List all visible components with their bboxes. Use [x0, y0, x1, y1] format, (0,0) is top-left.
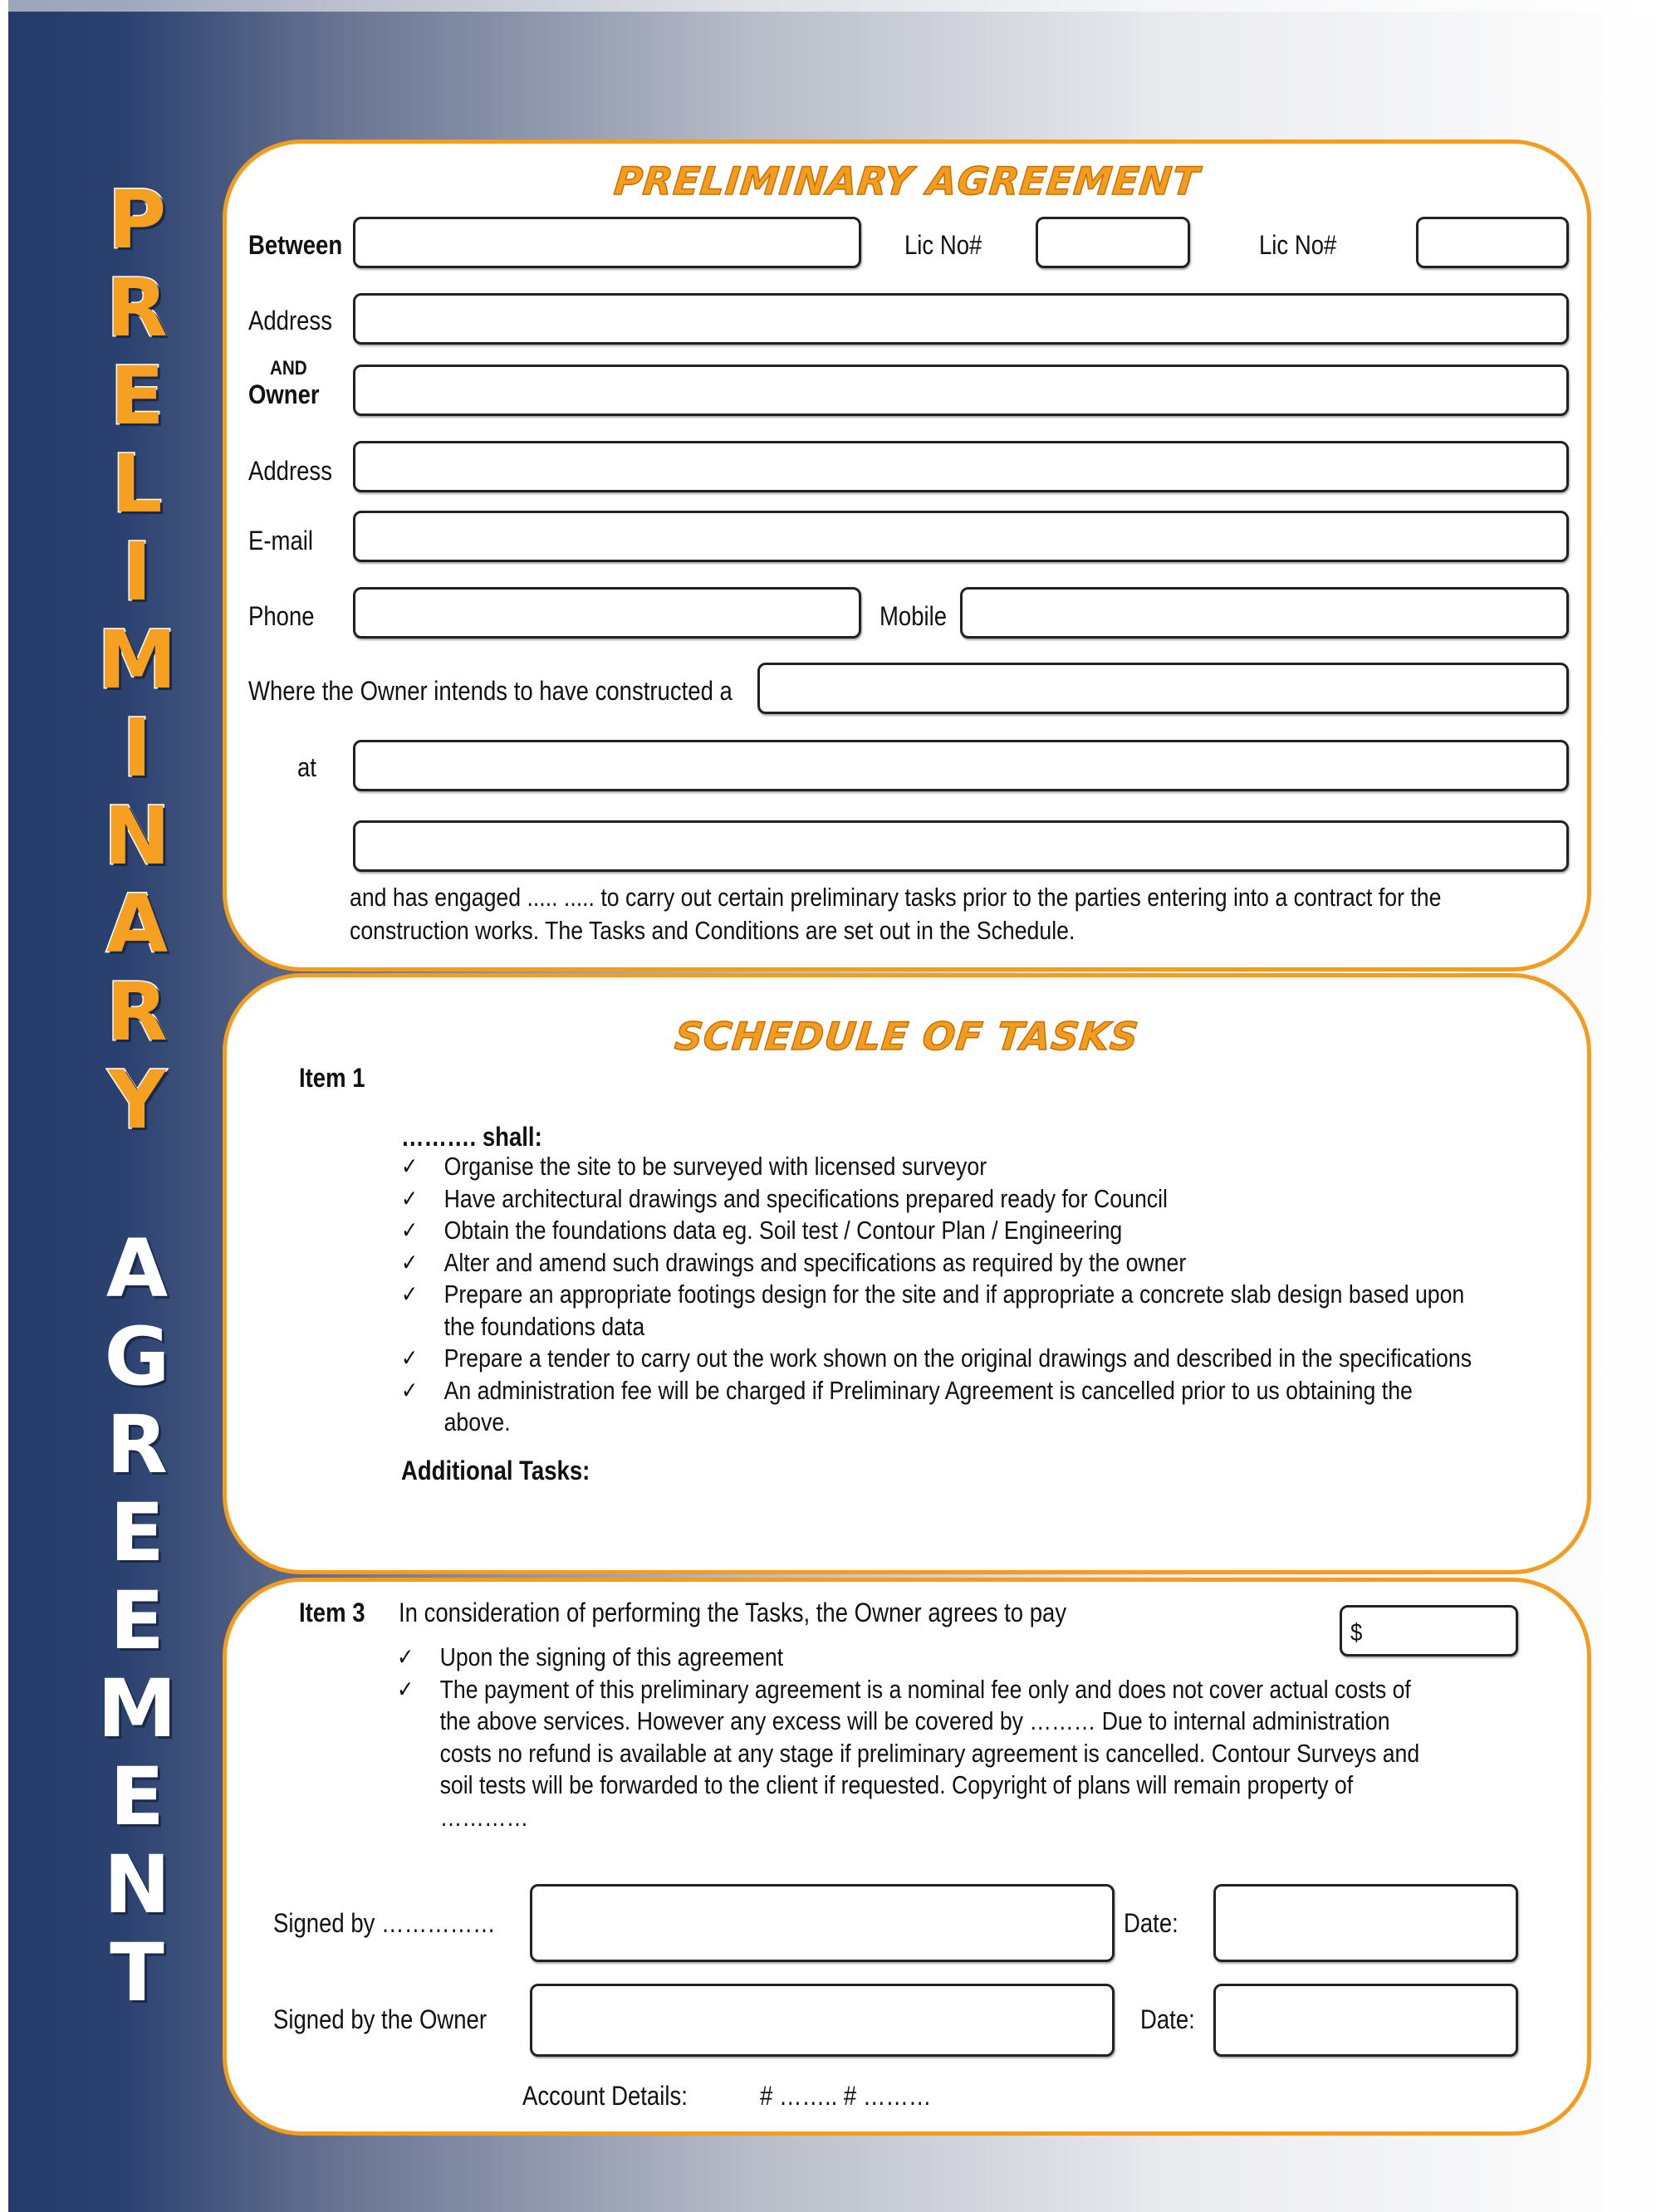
mobile-label: Mobile [879, 601, 948, 631]
task-text: Obtain the foundations data eg. Soil test / Contour Plan / Engineering [443, 1216, 1123, 1245]
consideration-text: In consideration of performing the Tasks, the Owner agrees to pay [399, 1598, 1067, 1627]
site-address-field-2[interactable] [353, 820, 1569, 872]
additional-tasks-label: Additional Tasks: [401, 1456, 590, 1485]
date-field-1[interactable] [1213, 1884, 1518, 1962]
sidebar-letter: G [104, 1310, 170, 1403]
sidebar-letter: N [103, 1838, 171, 1931]
signed-by-label: Signed by …………… [273, 1908, 496, 1938]
signed-owner-field[interactable] [530, 1984, 1115, 2057]
owner-label: Owner [248, 379, 320, 409]
task-text: Have architectural drawings and specifications prepared ready for Council [443, 1183, 1168, 1213]
check-icon: ✓ [401, 1280, 419, 1308]
amount-prefix: $ [1350, 1619, 1363, 1647]
task-item [401, 1215, 1472, 1247]
constructed-label: Where the Owner intends to have constructed a [248, 676, 733, 706]
site-address-field-1[interactable] [353, 740, 1569, 791]
owner-field[interactable] [353, 365, 1569, 416]
sidebar-letter: R [106, 966, 168, 1059]
check-icon: ✓ [401, 1152, 419, 1180]
task-text: Alter and amend such drawings and specifications as required by the owner [443, 1247, 1187, 1277]
agreement-panel [223, 139, 1591, 971]
sidebar-letter: R [106, 1398, 168, 1491]
sidebar-letter: E [110, 1750, 164, 1843]
payment-bullet-text: ………… [439, 1802, 529, 1832]
address-field-1[interactable] [353, 293, 1569, 345]
sidebar-letter: E [110, 1486, 164, 1579]
check-icon: ✓ [401, 1216, 419, 1244]
engaged-line-2: construction works. The Tasks and Conditions are set out in the Schedule. [350, 916, 1075, 945]
sidebar-word-agreement [87, 1222, 187, 2019]
task-item [401, 1343, 1472, 1375]
sidebar-letter: N [103, 790, 171, 883]
between-label: Between [248, 230, 343, 260]
signed-by-field[interactable] [530, 1884, 1115, 1962]
task-item [401, 1375, 1472, 1439]
payment-bullet-text: costs no refund is available at any stage if preliminary agreement is cancelled. Contour Surveys and [439, 1738, 1420, 1768]
account-numbers: # …….. # ……… [760, 2081, 932, 2111]
page-left-edge [0, 0, 8, 2212]
sidebar-letter: A [105, 1222, 169, 1315]
task-text: An administration fee will be charged if Preliminary Agreement is cancelled prior to us obtaining the [443, 1375, 1413, 1405]
sidebar-letter: M [97, 614, 177, 707]
engaged-paragraph [350, 881, 1441, 947]
lic-no-label-2: Lic No# [1259, 230, 1337, 260]
date-label-1: Date: [1124, 1908, 1178, 1938]
address-field-2[interactable] [353, 441, 1569, 492]
sidebar-letter: T [110, 1926, 164, 2019]
engaged-line-1: and has engaged ..... ..... to carry out certain preliminary tasks prior to the parties entering into a contract for the [350, 883, 1442, 912]
task-item [401, 1247, 1472, 1280]
item1-label: Item 1 [299, 1063, 365, 1093]
task-list [401, 1151, 1646, 1439]
payment-bullet-text: the above services. However any excess will be covered by ……… Due to internal administration [439, 1706, 1390, 1735]
address-label-1: Address [248, 306, 332, 335]
account-details-label: Account Details: [522, 2081, 688, 2111]
payment-bullet [397, 1642, 1419, 1674]
signed-owner-label: Signed by the Owner [273, 2004, 488, 2034]
lic-no-field-2[interactable] [1416, 217, 1569, 268]
check-icon: ✓ [401, 1344, 419, 1372]
agreement-title: PRELIMINARY AGREEMENT [612, 159, 1202, 203]
address-label-2: Address [248, 456, 332, 486]
page-top-edge [8, 0, 1661, 12]
sidebar-letter: P [107, 174, 167, 267]
shall-label: ………. shall: [401, 1122, 542, 1152]
task-text-continued: above. [443, 1407, 511, 1436]
sidebar-letter: E [110, 1574, 164, 1667]
email-field[interactable] [353, 511, 1569, 562]
task-text: Organise the site to be surveyed with licensed surveyor [443, 1152, 987, 1181]
task-item [401, 1151, 1472, 1183]
task-text: Prepare an appropriate footings design for the site and if appropriate a concrete slab design based upon [443, 1280, 1465, 1309]
construction-type-field[interactable] [757, 663, 1569, 714]
lic-no-label-1: Lic No# [904, 230, 982, 260]
payment-bullets [397, 1642, 1586, 1833]
task-text: Prepare a tender to carry out the work shown on the original drawings and described in the specifications [443, 1343, 1472, 1373]
sidebar-letter: I [122, 526, 152, 619]
between-field[interactable] [353, 217, 861, 268]
payment-bullet-text: soil tests will be forwarded to the client if requested. Copyright of plans will remain property of [439, 1770, 1354, 1799]
check-icon: ✓ [401, 1248, 419, 1276]
payment-panel [223, 1578, 1591, 2136]
sidebar-letter: L [111, 438, 163, 531]
phone-field[interactable] [353, 587, 861, 639]
lic-no-field-1[interactable] [1036, 217, 1190, 268]
schedule-title: SCHEDULE OF TASKS [673, 1014, 1141, 1059]
item3-label: Item 3 [299, 1598, 365, 1627]
sidebar-word-preliminary [87, 174, 187, 1147]
sidebar-letter: Y [108, 1054, 166, 1147]
payment-bullet [397, 1674, 1419, 1834]
sidebar-letter: M [97, 1662, 177, 1755]
mobile-field[interactable] [960, 587, 1569, 639]
sidebar-letter: E [110, 350, 164, 443]
task-item [401, 1279, 1472, 1343]
sidebar-letter: I [122, 702, 152, 795]
check-icon: ✓ [397, 1643, 414, 1671]
check-icon: ✓ [397, 1675, 414, 1703]
check-icon: ✓ [401, 1184, 419, 1212]
payment-bullet-text: Upon the signing of this agreement [439, 1642, 784, 1671]
sidebar-letter: R [106, 262, 168, 355]
schedule-panel [223, 973, 1591, 1574]
at-label: at [297, 752, 316, 782]
check-icon: ✓ [401, 1376, 419, 1404]
sidebar-letter: A [105, 878, 169, 971]
date-label-2: Date: [1140, 2004, 1195, 2034]
and-label: AND [270, 357, 307, 379]
task-text-continued: the foundations data [443, 1311, 645, 1341]
date-field-2[interactable] [1213, 1984, 1518, 2057]
email-label: E-mail [248, 526, 313, 555]
payment-bullet-text: The payment of this preliminary agreement is a nominal fee only and does not cover actual costs of [439, 1674, 1411, 1704]
task-item [401, 1183, 1472, 1216]
phone-label: Phone [248, 601, 315, 631]
